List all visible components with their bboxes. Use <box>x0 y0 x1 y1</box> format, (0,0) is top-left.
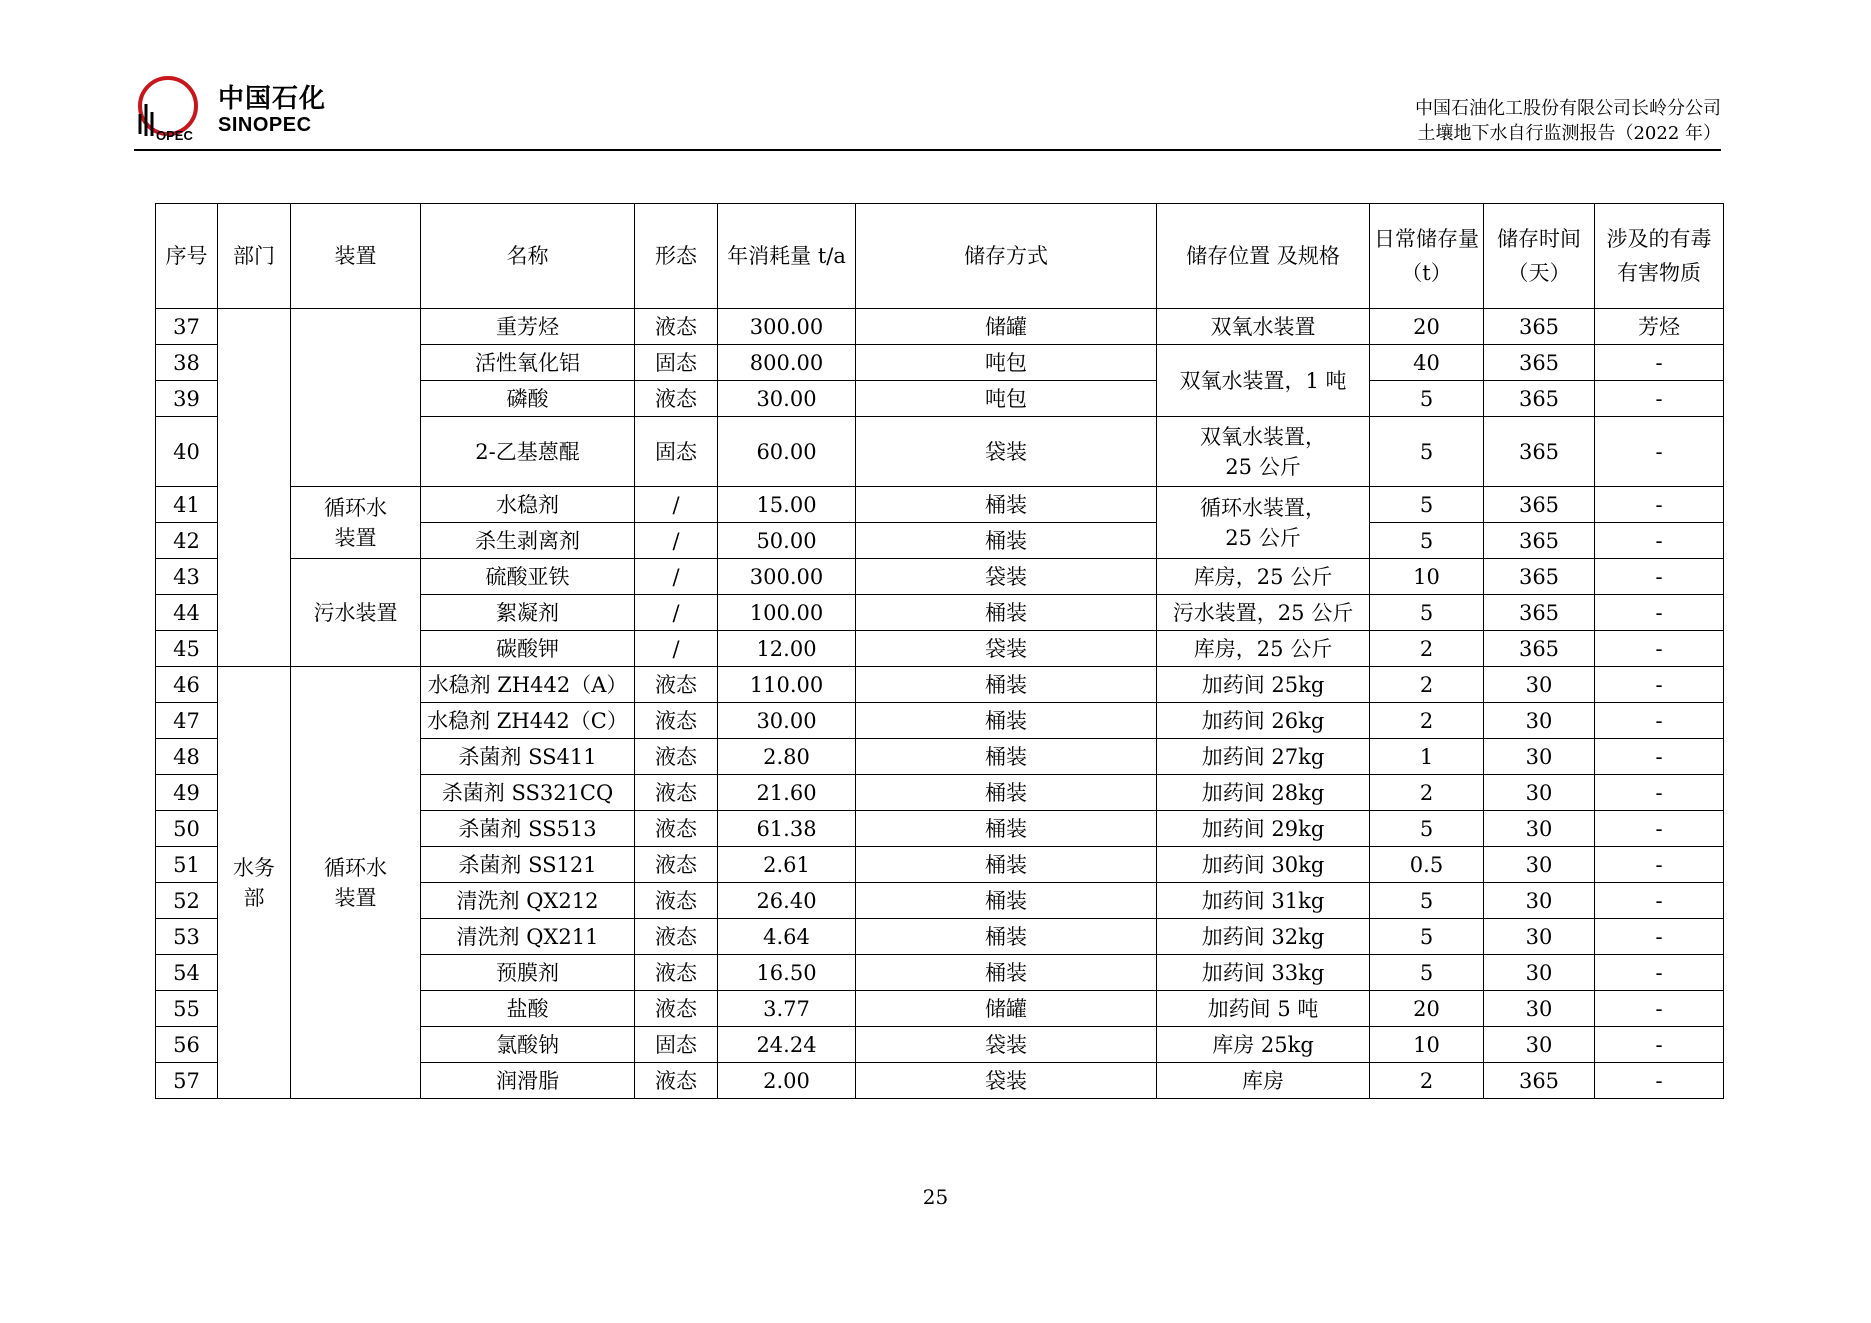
cell-form: / <box>635 559 718 595</box>
cell-name: 预膜剂 <box>421 955 635 991</box>
cell-unit: 污水装置 <box>291 559 421 667</box>
col-header-no: 序号 <box>156 204 218 309</box>
cell-daily: 5 <box>1370 883 1484 919</box>
cell-name: 2-乙基蒽醌 <box>421 417 635 487</box>
cell-name: 杀菌剂 SS321CQ <box>421 775 635 811</box>
cell-form: 液态 <box>635 811 718 847</box>
cell-days: 365 <box>1484 345 1595 381</box>
cell-storage: 桶装 <box>856 955 1157 991</box>
cell-toxic: - <box>1595 739 1724 775</box>
sinopec-logo <box>134 74 334 146</box>
cell-form: 液态 <box>635 919 718 955</box>
cell-name: 清洗剂 QX211 <box>421 919 635 955</box>
chemical-storage-table <box>155 203 1724 1099</box>
cell-storage: 吨包 <box>856 381 1157 417</box>
cell-form: / <box>635 595 718 631</box>
cell-no: 51 <box>156 847 218 883</box>
cell-location: 加药间 32kg <box>1157 919 1370 955</box>
cell-unit-empty <box>291 309 421 487</box>
cell-storage: 桶装 <box>856 811 1157 847</box>
cell-toxic: - <box>1595 1027 1724 1063</box>
cell-daily: 2 <box>1370 667 1484 703</box>
cell-dept: 水务部 <box>218 667 291 1099</box>
cell-daily: 5 <box>1370 417 1484 487</box>
report-title: 土壤地下水自行监测报告（2022 年） <box>1417 123 1721 144</box>
page-number: 25 <box>922 1185 949 1209</box>
cell-toxic: - <box>1595 847 1724 883</box>
cell-location: 库房 25kg <box>1157 1027 1370 1063</box>
cell-storage: 桶装 <box>856 739 1157 775</box>
col-header-consumption: 年消耗量 t/a <box>718 204 856 309</box>
cell-consumption: 4.64 <box>718 919 856 955</box>
cell-daily: 10 <box>1370 559 1484 595</box>
cell-storage: 桶装 <box>856 919 1157 955</box>
cell-days: 365 <box>1484 559 1595 595</box>
cell-name: 水稳剂 ZH442（A） <box>421 667 635 703</box>
col-header-unit: 装置 <box>291 204 421 309</box>
col-header-dept: 部门 <box>218 204 291 309</box>
cell-storage: 桶装 <box>856 667 1157 703</box>
cell-daily: 2 <box>1370 775 1484 811</box>
cell-consumption: 50.00 <box>718 523 856 559</box>
cell-consumption: 800.00 <box>718 345 856 381</box>
cell-location: 双氧水装置，1 吨 <box>1157 345 1370 417</box>
cell-no: 44 <box>156 595 218 631</box>
logo-english-text: SINOPEC <box>218 114 312 136</box>
cell-location: 加药间 29kg <box>1157 811 1370 847</box>
cell-location: 加药间 5 吨 <box>1157 991 1370 1027</box>
cell-toxic: - <box>1595 345 1724 381</box>
cell-consumption: 2.80 <box>718 739 856 775</box>
cell-days: 365 <box>1484 381 1595 417</box>
cell-days: 30 <box>1484 883 1595 919</box>
cell-daily: 2 <box>1370 1063 1484 1099</box>
cell-storage: 桶装 <box>856 595 1157 631</box>
table-row <box>156 309 1724 345</box>
cell-days: 365 <box>1484 309 1595 345</box>
report-header <box>1415 96 1721 146</box>
col-header-storage: 储存方式 <box>856 204 1157 309</box>
cell-storage: 袋装 <box>856 1027 1157 1063</box>
cell-name: 絮凝剂 <box>421 595 635 631</box>
cell-location: 双氧水装置 <box>1157 309 1370 345</box>
cell-days: 30 <box>1484 739 1595 775</box>
cell-no: 53 <box>156 919 218 955</box>
cell-no: 49 <box>156 775 218 811</box>
cell-form: 液态 <box>635 955 718 991</box>
cell-days: 365 <box>1484 417 1595 487</box>
cell-form: 液态 <box>635 991 718 1027</box>
cell-storage: 袋装 <box>856 631 1157 667</box>
table-row <box>156 667 1724 703</box>
cell-days: 30 <box>1484 919 1595 955</box>
cell-toxic: - <box>1595 595 1724 631</box>
cell-location: 加药间 27kg <box>1157 739 1370 775</box>
cell-unit: 循环水装置 <box>291 667 421 1099</box>
cell-days: 30 <box>1484 955 1595 991</box>
cell-no: 55 <box>156 991 218 1027</box>
cell-storage: 桶装 <box>856 775 1157 811</box>
cell-no: 45 <box>156 631 218 667</box>
cell-days: 365 <box>1484 1063 1595 1099</box>
cell-location: 加药间 25kg <box>1157 667 1370 703</box>
cell-no: 47 <box>156 703 218 739</box>
cell-no: 46 <box>156 667 218 703</box>
table-row <box>156 487 1724 523</box>
cell-name: 杀菌剂 SS513 <box>421 811 635 847</box>
header-divider <box>134 149 1721 151</box>
cell-daily: 40 <box>1370 345 1484 381</box>
cell-consumption: 26.40 <box>718 883 856 919</box>
cell-days: 365 <box>1484 631 1595 667</box>
cell-location: 库房，25 公斤 <box>1157 631 1370 667</box>
col-header-name: 名称 <box>421 204 635 309</box>
cell-daily: 5 <box>1370 919 1484 955</box>
cell-consumption: 60.00 <box>718 417 856 487</box>
cell-location: 循环水装置，25 公斤 <box>1157 487 1370 559</box>
col-header-toxic: 涉及的有毒有害物质 <box>1595 204 1724 309</box>
cell-toxic: - <box>1595 775 1724 811</box>
cell-toxic: - <box>1595 631 1724 667</box>
cell-daily: 2 <box>1370 703 1484 739</box>
cell-name: 清洗剂 QX212 <box>421 883 635 919</box>
cell-form: 固态 <box>635 1027 718 1063</box>
cell-storage: 桶装 <box>856 883 1157 919</box>
cell-storage: 桶装 <box>856 847 1157 883</box>
cell-name: 水稳剂 <box>421 487 635 523</box>
cell-storage: 桶装 <box>856 703 1157 739</box>
cell-daily: 5 <box>1370 381 1484 417</box>
cell-form: 固态 <box>635 345 718 381</box>
cell-daily: 1 <box>1370 739 1484 775</box>
cell-toxic: - <box>1595 811 1724 847</box>
cell-no: 56 <box>156 1027 218 1063</box>
cell-location: 加药间 28kg <box>1157 775 1370 811</box>
logo-chinese-text: 中国石化 <box>218 84 327 114</box>
cell-toxic: - <box>1595 703 1724 739</box>
cell-location: 污水装置，25 公斤 <box>1157 595 1370 631</box>
cell-location: 库房 <box>1157 1063 1370 1099</box>
table-header-row <box>156 204 1724 309</box>
cell-toxic: - <box>1595 919 1724 955</box>
cell-days: 30 <box>1484 1027 1595 1063</box>
cell-form: 液态 <box>635 775 718 811</box>
cell-daily: 2 <box>1370 631 1484 667</box>
cell-consumption: 300.00 <box>718 559 856 595</box>
cell-days: 365 <box>1484 595 1595 631</box>
cell-daily: 5 <box>1370 955 1484 991</box>
cell-consumption: 300.00 <box>718 309 856 345</box>
cell-name: 活性氧化铝 <box>421 345 635 381</box>
cell-days: 365 <box>1484 523 1595 559</box>
cell-no: 38 <box>156 345 218 381</box>
cell-name: 润滑脂 <box>421 1063 635 1099</box>
cell-form: 液态 <box>635 667 718 703</box>
cell-consumption: 110.00 <box>718 667 856 703</box>
cell-form: / <box>635 487 718 523</box>
cell-form: 液态 <box>635 309 718 345</box>
cell-toxic: - <box>1595 487 1724 523</box>
cell-name: 磷酸 <box>421 381 635 417</box>
cell-no: 42 <box>156 523 218 559</box>
cell-form: 液态 <box>635 703 718 739</box>
cell-consumption: 12.00 <box>718 631 856 667</box>
cell-daily: 10 <box>1370 1027 1484 1063</box>
cell-daily: 20 <box>1370 991 1484 1027</box>
cell-toxic: - <box>1595 955 1724 991</box>
cell-consumption: 24.24 <box>718 1027 856 1063</box>
cell-toxic: 芳烃 <box>1595 309 1724 345</box>
cell-storage: 储罐 <box>856 991 1157 1027</box>
cell-days: 30 <box>1484 703 1595 739</box>
cell-storage: 储罐 <box>856 309 1157 345</box>
col-header-days: 储存时间（天） <box>1484 204 1595 309</box>
cell-no: 39 <box>156 381 218 417</box>
cell-no: 41 <box>156 487 218 523</box>
cell-days: 365 <box>1484 487 1595 523</box>
cell-consumption: 2.00 <box>718 1063 856 1099</box>
cell-name: 杀菌剂 SS121 <box>421 847 635 883</box>
cell-daily: 5 <box>1370 811 1484 847</box>
cell-no: 48 <box>156 739 218 775</box>
cell-daily: 5 <box>1370 595 1484 631</box>
col-header-daily: 日常储存量（t） <box>1370 204 1484 309</box>
cell-days: 30 <box>1484 811 1595 847</box>
cell-days: 30 <box>1484 847 1595 883</box>
sinopec-emblem-icon <box>134 74 214 146</box>
cell-toxic: - <box>1595 381 1724 417</box>
cell-daily: 20 <box>1370 309 1484 345</box>
cell-consumption: 2.61 <box>718 847 856 883</box>
col-header-location: 储存位置 及规格 <box>1157 204 1370 309</box>
cell-storage: 袋装 <box>856 417 1157 487</box>
cell-consumption: 61.38 <box>718 811 856 847</box>
cell-dept-empty <box>218 309 291 667</box>
cell-days: 30 <box>1484 667 1595 703</box>
cell-location: 加药间 31kg <box>1157 883 1370 919</box>
cell-toxic: - <box>1595 991 1724 1027</box>
cell-name: 盐酸 <box>421 991 635 1027</box>
cell-toxic: - <box>1595 559 1724 595</box>
cell-no: 54 <box>156 955 218 991</box>
cell-location: 加药间 33kg <box>1157 955 1370 991</box>
cell-storage: 桶装 <box>856 523 1157 559</box>
cell-location: 加药间 26kg <box>1157 703 1370 739</box>
cell-storage: 袋装 <box>856 559 1157 595</box>
cell-toxic: - <box>1595 523 1724 559</box>
cell-name: 碳酸钾 <box>421 631 635 667</box>
cell-daily: 5 <box>1370 523 1484 559</box>
cell-location: 库房，25 公斤 <box>1157 559 1370 595</box>
cell-form: / <box>635 523 718 559</box>
cell-form: 液态 <box>635 1063 718 1099</box>
cell-name: 硫酸亚铁 <box>421 559 635 595</box>
col-header-form: 形态 <box>635 204 718 309</box>
cell-toxic: - <box>1595 1063 1724 1099</box>
cell-consumption: 3.77 <box>718 991 856 1027</box>
cell-toxic: - <box>1595 883 1724 919</box>
cell-days: 30 <box>1484 775 1595 811</box>
cell-form: / <box>635 631 718 667</box>
cell-consumption: 30.00 <box>718 381 856 417</box>
cell-consumption: 16.50 <box>718 955 856 991</box>
cell-location: 加药间 30kg <box>1157 847 1370 883</box>
cell-name: 杀菌剂 SS411 <box>421 739 635 775</box>
svg-text:OPEC: OPEC <box>156 128 193 143</box>
cell-name: 重芳烃 <box>421 309 635 345</box>
cell-no: 52 <box>156 883 218 919</box>
cell-storage: 桶装 <box>856 487 1157 523</box>
cell-form: 液态 <box>635 739 718 775</box>
company-name: 中国石油化工股份有限公司长岭分公司 <box>1415 98 1721 119</box>
cell-form: 液态 <box>635 381 718 417</box>
cell-no: 43 <box>156 559 218 595</box>
cell-name: 杀生剥离剂 <box>421 523 635 559</box>
cell-days: 30 <box>1484 991 1595 1027</box>
cell-storage: 吨包 <box>856 345 1157 381</box>
cell-location: 双氧水装置，25 公斤 <box>1157 417 1370 487</box>
cell-form: 液态 <box>635 883 718 919</box>
cell-name: 水稳剂 ZH442（C） <box>421 703 635 739</box>
cell-no: 50 <box>156 811 218 847</box>
cell-consumption: 15.00 <box>718 487 856 523</box>
cell-toxic: - <box>1595 667 1724 703</box>
cell-unit: 循环水装置 <box>291 487 421 559</box>
cell-consumption: 21.60 <box>718 775 856 811</box>
cell-consumption: 100.00 <box>718 595 856 631</box>
cell-storage: 袋装 <box>856 1063 1157 1099</box>
cell-daily: 5 <box>1370 487 1484 523</box>
cell-no: 57 <box>156 1063 218 1099</box>
cell-form: 液态 <box>635 847 718 883</box>
cell-toxic: - <box>1595 417 1724 487</box>
cell-name: 氯酸钠 <box>421 1027 635 1063</box>
cell-form: 固态 <box>635 417 718 487</box>
cell-consumption: 30.00 <box>718 703 856 739</box>
cell-daily: 0.5 <box>1370 847 1484 883</box>
table-row <box>156 559 1724 595</box>
cell-no: 37 <box>156 309 218 345</box>
cell-no: 40 <box>156 417 218 487</box>
